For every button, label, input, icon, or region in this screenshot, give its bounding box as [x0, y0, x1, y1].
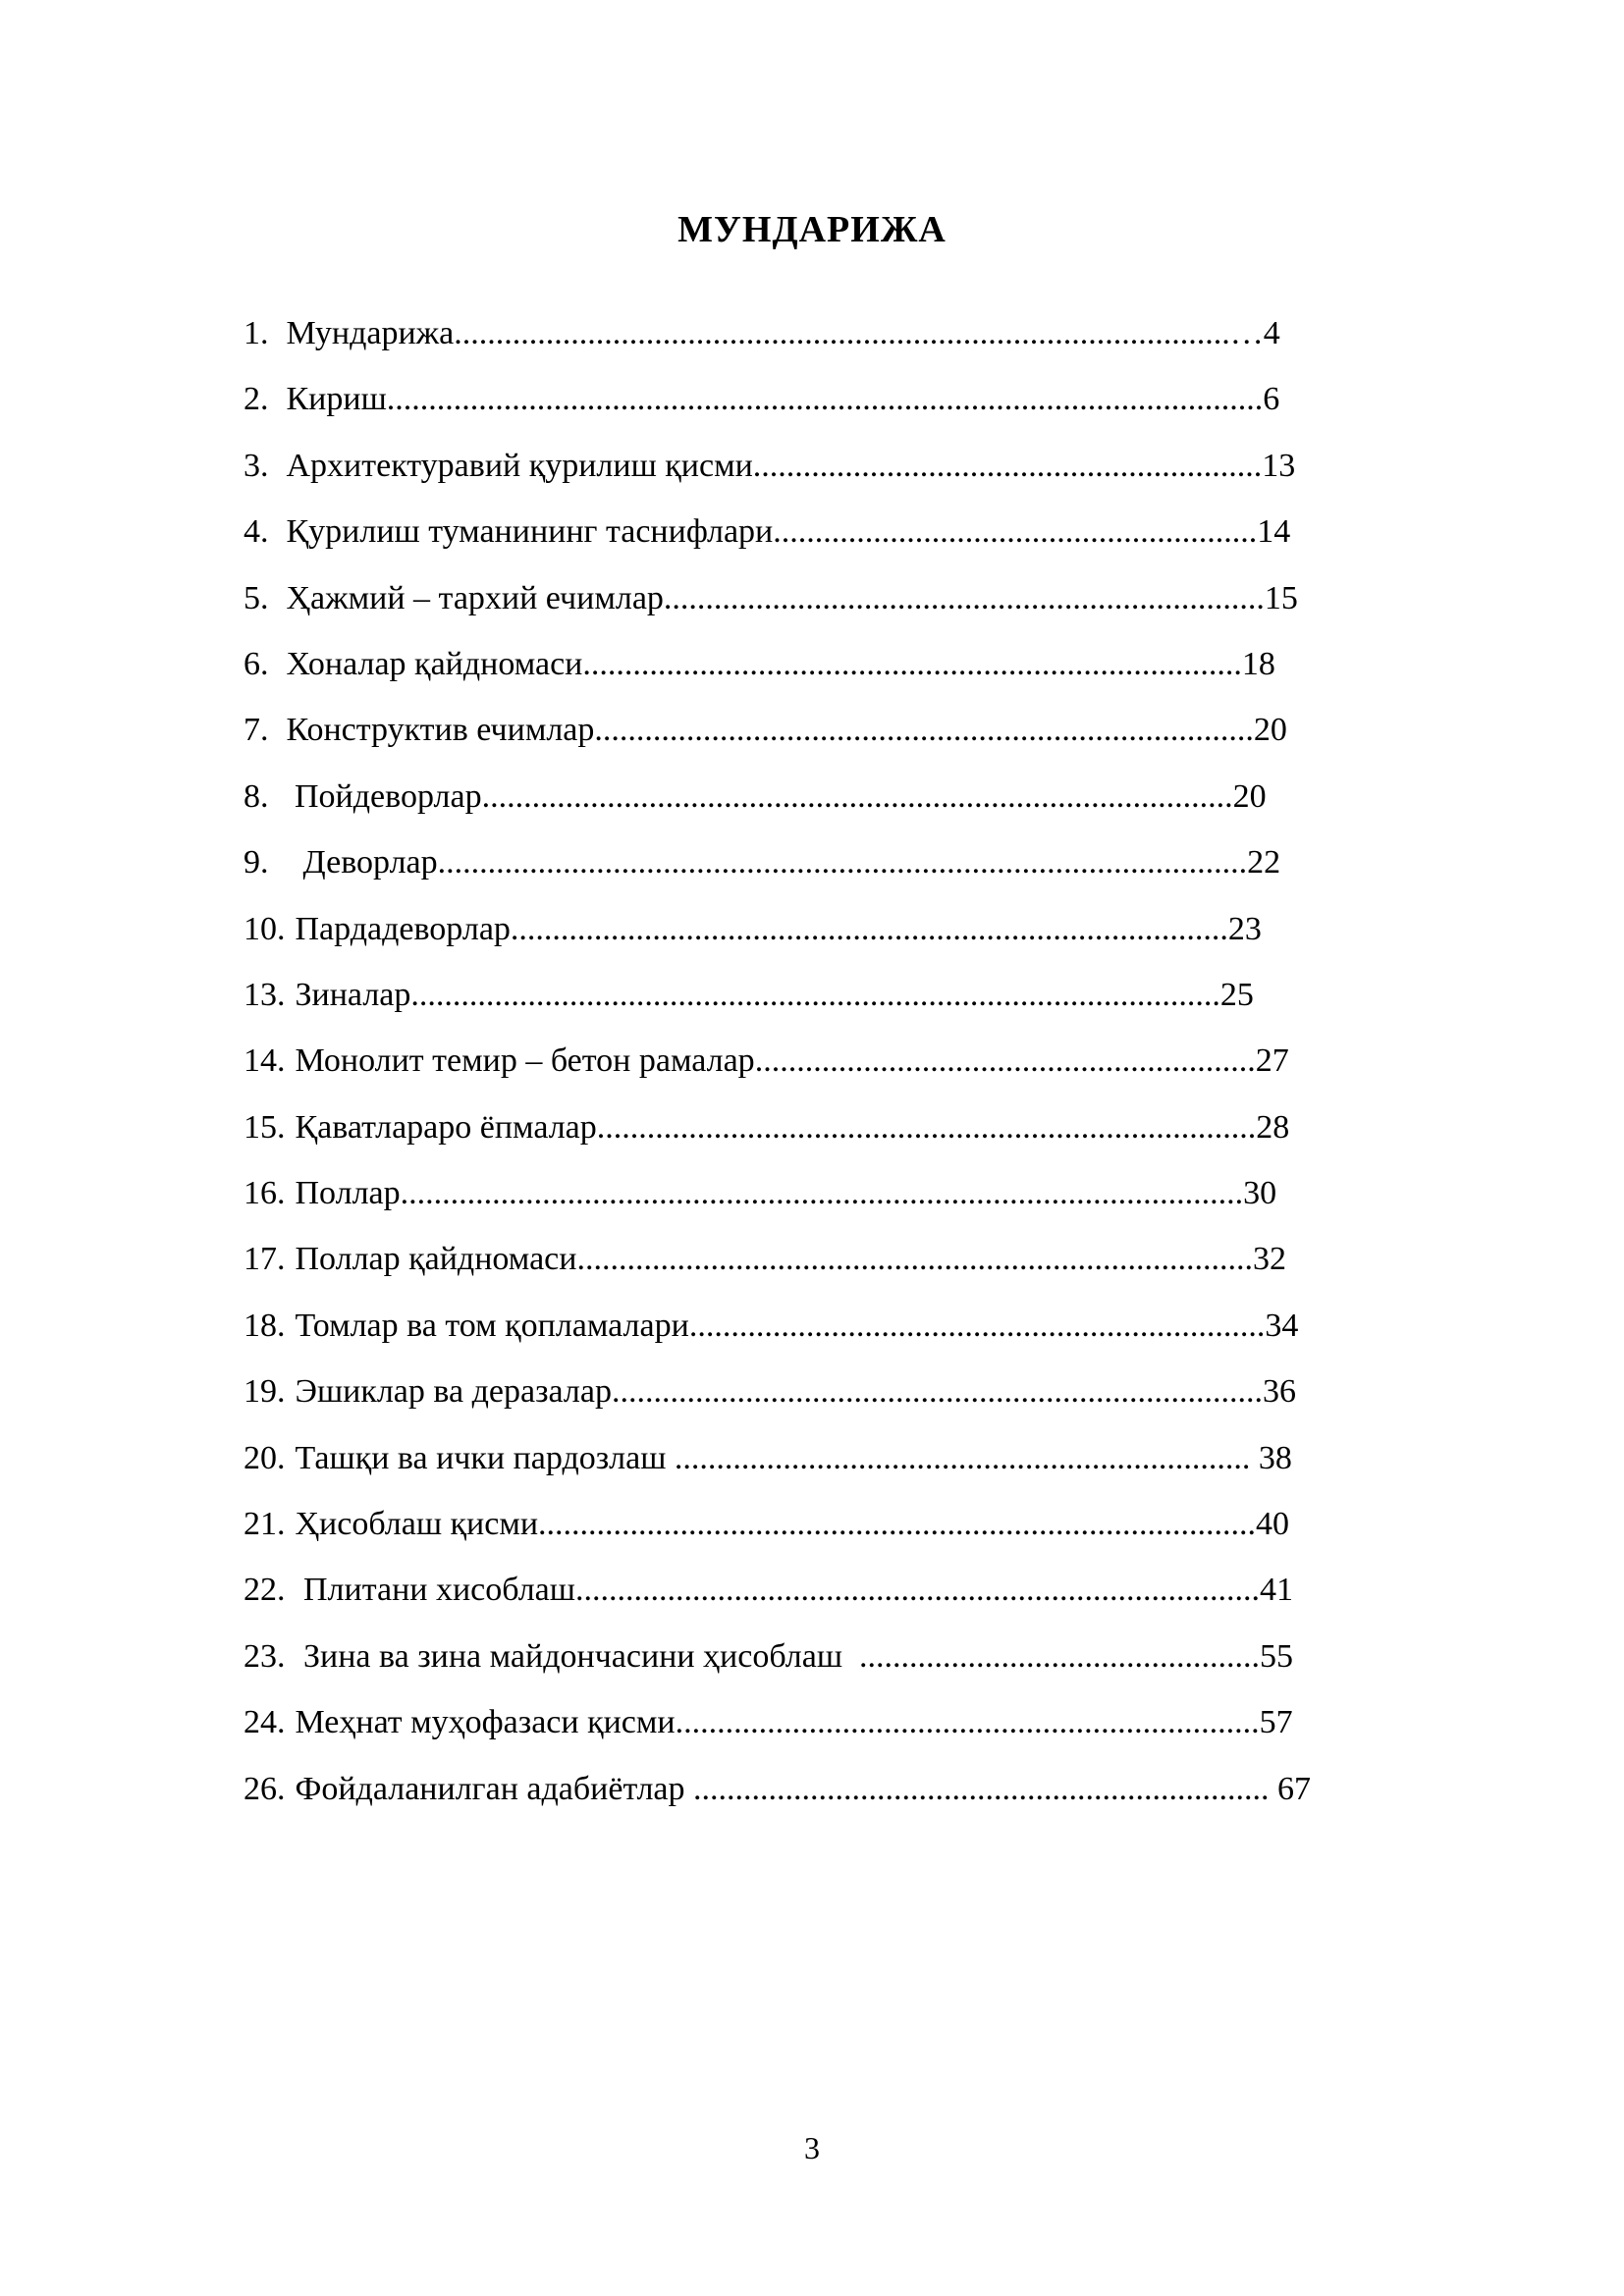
toc-entry-leader: .......................................................................................... [481, 777, 1233, 815]
toc-entry-title: Қаватлараро ёпмалар [295, 1108, 597, 1146]
toc-entry[interactable] [244, 1425, 1481, 1491]
toc-entry-title: Поллар қайдномаси [295, 1241, 577, 1278]
toc-entry-number: 19. [244, 1373, 286, 1411]
toc-entry-leader: ............................................................................................. [454, 315, 1230, 351]
toc-entry-leader: ............................................................................... [582, 645, 1242, 682]
toc-entry[interactable] [244, 1028, 1481, 1094]
toc-entry-number: 22. [244, 1572, 286, 1609]
toc-entry[interactable] [244, 1624, 1481, 1689]
toc-entry-leader: ............................................................................... [594, 712, 1254, 749]
toc-entry[interactable] [244, 1359, 1481, 1424]
toc-entry-number: 4. [244, 513, 269, 551]
toc-entry-number: 23. [244, 1637, 286, 1675]
toc-entry[interactable] [244, 499, 1481, 564]
toc-entry-leader: ................................................ [842, 1637, 1261, 1675]
toc-entry-leader: ..................................................................... [688, 1307, 1266, 1344]
toc-entry-number: 14. [244, 1042, 286, 1080]
toc-entry-title: Архитектуравий қурилиш қисми [286, 447, 753, 484]
toc-entry[interactable] [244, 300, 1481, 366]
toc-entry-number: 15. [244, 1108, 286, 1146]
page-title: МУНДАРИЖА [677, 209, 947, 250]
toc-entry-number: 17. [244, 1241, 286, 1278]
toc-entry-leader: ............................................................. [752, 447, 1263, 484]
toc-entry-number: 7. [244, 712, 269, 749]
toc-entry[interactable] [244, 565, 1481, 631]
toc-entry-page: 28 [1256, 1108, 1290, 1146]
toc-entry[interactable] [244, 433, 1481, 499]
page-number: 3 [804, 2130, 820, 2165]
toc-entry-number: 9. [244, 844, 269, 881]
toc-entry[interactable] [244, 366, 1481, 432]
toc-entry[interactable] [244, 631, 1481, 697]
toc-entry[interactable] [244, 1226, 1481, 1292]
toc-entry-title: Зина ва зина майдончасини ҳисоблаш [295, 1637, 843, 1675]
toc-entry-leader: ............................................................ [754, 1042, 1256, 1080]
toc-entry[interactable] [244, 1756, 1481, 1822]
toc-entry-title: Ташқи ва ички пардозлаш [295, 1439, 667, 1476]
toc-entry-title: Ҳажмий – тархий ечимлар [286, 579, 664, 616]
toc-entry[interactable] [244, 896, 1481, 962]
toc-entry-title: Монолит темир – бетон рамалар [295, 1042, 755, 1080]
toc-entry-page: 30 [1243, 1175, 1277, 1212]
toc-entry-leader: ................................................................................................. [410, 976, 1220, 1013]
toc-entry-leader: ............................................................................... [596, 1108, 1257, 1146]
toc-entry[interactable] [244, 1160, 1481, 1226]
toc-entry-title: Плитани хисоблаш [295, 1572, 575, 1609]
toc-entry-leader: ..................................................................................................... [400, 1175, 1244, 1212]
toc-entry-page: 41 [1259, 1572, 1293, 1609]
toc-entry-leader: ...................................................................................... [510, 910, 1228, 947]
toc-entry[interactable] [244, 764, 1481, 829]
toc-entry-leader: ................................................................................. [576, 1241, 1253, 1278]
toc-entry-leader: .............................................................................. [611, 1373, 1263, 1411]
toc-entry-number: 24. [244, 1704, 286, 1741]
toc-entry-page: 57 [1259, 1704, 1293, 1741]
toc-entry-page: 15 [1264, 579, 1298, 616]
toc-entry-leader: ...................................................................... [675, 1704, 1260, 1741]
toc-entry-leader: ...................................................................................... [538, 1506, 1257, 1543]
toc-entry-page: 55 [1260, 1637, 1294, 1675]
toc-entry-number: 2. [244, 381, 269, 418]
toc-entry-page: 6 [1263, 381, 1280, 418]
toc-entry-title: Пойдеворлар [286, 777, 482, 815]
toc-entry-page: 36 [1262, 1373, 1296, 1411]
toc-entry-page: 22 [1247, 844, 1281, 881]
toc-entry-leader: .................................................................................. [574, 1572, 1260, 1609]
toc-entry-title: Деворлар [286, 844, 438, 881]
toc-entry[interactable] [244, 1557, 1481, 1623]
toc-entry-leader: ..................................................................... [684, 1770, 1278, 1807]
toc-entry-leader: ........................................................................ [663, 579, 1265, 616]
toc-entry-title: Томлар ва том қопламалари [295, 1307, 689, 1344]
toc-entry-number: 8. [244, 777, 269, 815]
toc-entry[interactable] [244, 1095, 1481, 1160]
table-of-contents [244, 300, 1481, 1822]
toc-entry-number: 6. [244, 645, 269, 682]
toc-entry-number: 26. [244, 1770, 286, 1807]
toc-entry-page: 23 [1227, 910, 1262, 947]
toc-entry-page: 25 [1219, 976, 1254, 1013]
toc-entry-title: Поллар [295, 1175, 401, 1212]
toc-entry-title: Ҳисоблаш қисми [295, 1506, 539, 1543]
toc-entry[interactable] [244, 962, 1481, 1028]
toc-entry-leader: ..................................................................... [666, 1439, 1259, 1476]
toc-entry[interactable] [244, 697, 1481, 763]
toc-entry-page: 20 [1232, 777, 1267, 815]
toc-entry[interactable] [244, 1293, 1481, 1359]
toc-entry-title: Эшиклар ва деразалар [295, 1373, 612, 1411]
toc-entry-page: 38 [1258, 1439, 1292, 1476]
toc-entry-page: 14 [1257, 513, 1291, 551]
toc-entry[interactable] [244, 829, 1481, 895]
toc-entry-leader: ................................................................................................. [437, 844, 1248, 881]
toc-entry[interactable] [244, 1689, 1481, 1755]
toc-entry-title: Меҳнат муҳофазаси қисми [295, 1704, 676, 1741]
toc-entry-title: Қурилиш туманининг таснифлари [286, 513, 774, 551]
toc-entry-title: Пардадеворлар [295, 910, 511, 947]
toc-entry-title: Зиналар [295, 976, 411, 1013]
toc-entry-number: 21. [244, 1506, 286, 1543]
toc-entry-page: 20 [1253, 712, 1287, 749]
toc-entry-title: Конструктив ечимлар [286, 712, 595, 749]
toc-entry-number: 18. [244, 1307, 286, 1344]
toc-entry[interactable] [244, 1491, 1481, 1557]
toc-entry-number: 1. [244, 315, 269, 351]
toc-entry-page: 34 [1265, 1307, 1299, 1344]
toc-entry-title: Кириш [286, 381, 387, 418]
toc-entry-number: 16. [244, 1175, 286, 1212]
toc-entry-page: 40 [1256, 1506, 1290, 1543]
toc-entry-page: 67 [1277, 1770, 1312, 1807]
toc-entry-number: 3. [244, 447, 269, 484]
toc-entry-number: 20. [244, 1439, 286, 1476]
toc-entry-leader: .......................................................... [773, 513, 1258, 551]
toc-entry-title: Фойдаланилган адабиётлар [295, 1770, 685, 1807]
toc-entry-page: …4 [1229, 315, 1280, 351]
toc-entry-leader: ......................................................................................................... [386, 381, 1264, 418]
toc-entry-title: Мундарижа [286, 315, 455, 351]
toc-entry-number: 13. [244, 976, 286, 1013]
toc-entry-page: 13 [1262, 447, 1296, 484]
toc-entry-page: 32 [1252, 1241, 1286, 1278]
toc-entry-number: 5. [244, 579, 269, 616]
toc-entry-number: 10. [244, 910, 286, 947]
toc-entry-page: 27 [1255, 1042, 1289, 1080]
toc-entry-title: Хоналар қайдномаси [286, 645, 583, 682]
toc-entry-page: 18 [1241, 645, 1275, 682]
